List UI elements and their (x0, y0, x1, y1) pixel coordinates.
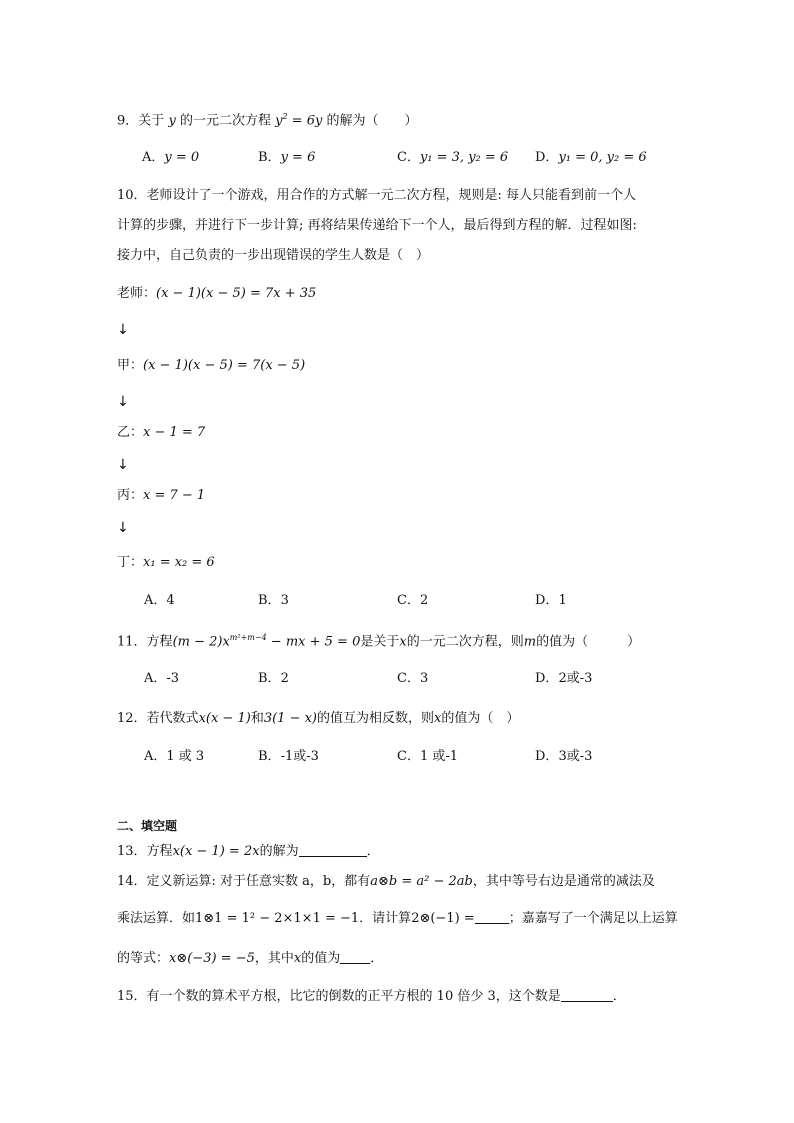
step-expr: x − 1 = 7 (143, 425, 206, 440)
step-who: 丁： (117, 555, 144, 570)
q14-line1-post: ，其中等号右边是通常的减法及 (472, 874, 655, 889)
q10-step-yi (117, 423, 205, 443)
q12-option-c[interactable] (397, 747, 458, 767)
option-text: 3 (280, 593, 289, 608)
q13-pre: 方程 (146, 844, 173, 859)
option-label: B． (258, 150, 281, 165)
q14-line3-post: 的值为 (301, 951, 341, 966)
q11-mid: 是关于 (360, 634, 400, 650)
q13-eq: x(x − 1) = 2x (172, 844, 260, 859)
q12-mid2: 的值互为相反数，则 (317, 711, 435, 726)
q11-eq-a: (m − 2)x (172, 634, 230, 650)
section-fill-in-title: 二、填空题 (117, 819, 178, 833)
step-who: 老师： (117, 286, 157, 301)
q12-option-d[interactable] (535, 747, 592, 767)
step-expr: (x − 1)(x − 5) = 7x + 35 (156, 286, 317, 301)
q15-text: 15．有一个数的算术平方根，比它的倒数的正平方根的 10 倍少 3，这个数是 (117, 989, 561, 1004)
q13-number: 13． (117, 844, 147, 859)
q10-arrow-3: ↓ (117, 457, 129, 473)
q13-post: 的解为 (259, 844, 299, 859)
q14-answer-blank-2[interactable] (340, 951, 370, 964)
q9-number: 9． (117, 113, 139, 129)
option-label: B． (258, 593, 281, 608)
option-label: D． (535, 749, 559, 764)
q9-eq-rest: = 6y (287, 113, 323, 129)
q11-option-b[interactable] (258, 669, 289, 689)
q9-option-b[interactable] (258, 148, 315, 168)
q9-post: 的解为（ ） (326, 113, 418, 129)
option-label: A． (144, 593, 167, 608)
option-label: A． (144, 671, 167, 686)
option-label: C． (397, 150, 420, 165)
q14-line3 (117, 949, 383, 969)
option-text: 4 (166, 593, 175, 608)
q10-line1: 10．老师设计了一个游戏，用合作的方式解一元二次方程，规则是: 每人只能看到前一个人 (117, 188, 637, 203)
option-text: 2 (280, 671, 289, 686)
q14-line2-eq: 1⊗1 = 1² − 2×1×1 = −1 (195, 911, 360, 926)
option-text: -1或-3 (280, 749, 319, 764)
q13-stem (117, 842, 380, 862)
q11-option-d[interactable] (535, 669, 592, 689)
option-label: D． (535, 150, 559, 165)
q12-expr2: 3(1 − x) (263, 711, 318, 726)
q13-answer-blank[interactable] (299, 844, 367, 857)
q9-stem (117, 107, 417, 131)
option-label: D． (535, 593, 559, 608)
q9-var: y (168, 113, 176, 129)
q14-line2-eq2: 2⊗(−1) = (411, 911, 475, 926)
q14-line1 (117, 872, 655, 892)
q9-pre: 关于 (138, 113, 165, 129)
q9-eq-exp: 2 (282, 112, 288, 121)
q10-step-ding (117, 553, 215, 573)
q14-line3-var: x (293, 951, 302, 966)
q10-option-a[interactable] (144, 591, 175, 611)
q10-option-c[interactable] (397, 591, 428, 611)
q11-number: 11． (117, 634, 147, 650)
option-label: B． (258, 671, 281, 686)
q14-line3-pre: 的等式： (117, 951, 170, 966)
option-text: 1 或 3 (166, 749, 205, 764)
q10-arrow-4: ↓ (117, 520, 129, 536)
option-label: C． (397, 671, 420, 686)
option-text: 1 (558, 593, 567, 608)
step-who: 丙： (117, 488, 144, 503)
q10-line3: 接力中，自己负责的一步出现错误的学生人数是（ ） (117, 248, 430, 263)
q14-line1-pre: 14．定义新运算: 对于任意实数 a，b，都有 (117, 874, 371, 889)
q11-var: x (399, 634, 407, 650)
option-text: 1 或-1 (419, 749, 459, 764)
step-who: 乙： (117, 425, 144, 440)
q9-mid: 的一元二次方程 (179, 113, 271, 129)
option-text: 3 (419, 671, 429, 686)
q12-number: 12． (117, 711, 147, 726)
q12-expr1: x(x − 1) (198, 711, 251, 726)
q13-end: ． (366, 844, 380, 859)
q9-option-c[interactable] (397, 148, 508, 168)
q11-eq-exp: m²+m−4 (229, 633, 267, 642)
option-text: y = 6 (280, 150, 316, 165)
q10-line2: 计算的步骤，并进行下一步计算; 再将结果传递给下一个人，最后得到方程的解．过程如图: (117, 218, 637, 233)
q14-line2-pre: 乘法运算．如 (117, 911, 196, 926)
option-text: 2 (419, 593, 429, 608)
q12-stem (117, 709, 519, 729)
option-label: C． (397, 593, 420, 608)
q14-line3-mid: ，其中 (254, 951, 294, 966)
option-label: A． (144, 749, 167, 764)
q11-option-c[interactable] (397, 669, 428, 689)
q11-mid2: 的一元二次方程，则 (406, 634, 524, 650)
q12-option-a[interactable] (144, 747, 204, 767)
q10-step-bing (117, 486, 205, 506)
step-expr: x₁ = x₂ = 6 (143, 555, 215, 570)
q14-line1-eq: a⊗b = a² − 2ab (370, 874, 473, 889)
q12-var: x (434, 711, 442, 726)
step-who: 甲： (117, 358, 144, 373)
q11-stem (117, 628, 640, 652)
option-text: y₁ = 3, y₂ = 6 (419, 150, 509, 165)
option-label: B． (258, 749, 281, 764)
q15-stem (117, 987, 626, 1007)
q14-line2-post: ；嘉嘉写了一个满足以上运算 (508, 911, 678, 926)
q11-pre: 方程 (146, 634, 173, 650)
q9-option-d[interactable] (535, 148, 647, 168)
q14-answer-blank-1[interactable] (475, 911, 509, 924)
q11-eq-b: − mx + 5 = 0 (266, 634, 361, 650)
step-expr: x = 7 − 1 (143, 488, 206, 503)
q10-option-d[interactable] (535, 591, 567, 611)
option-text: 2或-3 (558, 671, 593, 686)
q11-post: 的值为（ ） (536, 634, 641, 650)
q12-mid: 和 (250, 711, 264, 726)
q12-post: 的值为（ ） (441, 711, 520, 726)
q12-option-b[interactable] (258, 747, 319, 767)
option-label: A． (142, 150, 165, 165)
q11-option-a[interactable] (144, 669, 179, 689)
option-label: C． (397, 749, 420, 764)
step-expr: (x − 1)(x − 5) = 7(x − 5) (143, 358, 306, 373)
q14-line3-eq: x⊗(−3) = −5 (169, 951, 255, 966)
option-label: D． (535, 671, 559, 686)
option-text: y = 0 (164, 150, 200, 165)
q10-step-teacher (117, 284, 316, 304)
q9-option-a[interactable] (142, 148, 199, 168)
q12-pre: 若代数式 (146, 711, 199, 726)
q14-line2 (117, 909, 678, 929)
q10-option-b[interactable] (258, 591, 289, 611)
q14-line2-mid: ．请计算 (359, 911, 412, 926)
q10-arrow-1: ↓ (117, 322, 129, 338)
q11-var2: m (523, 634, 537, 650)
q9-eq-base: y (275, 113, 283, 129)
option-text: 3或-3 (558, 749, 593, 764)
q10-arrow-2: ↓ (117, 394, 129, 410)
q10-step-jia (117, 356, 305, 376)
option-text: -3 (166, 671, 180, 686)
option-text: y₁ = 0, y₂ = 6 (558, 150, 647, 165)
q15-answer-blank[interactable] (561, 989, 613, 1002)
q15-end: ． (612, 989, 626, 1004)
q14-line3-end: ． (370, 951, 384, 966)
